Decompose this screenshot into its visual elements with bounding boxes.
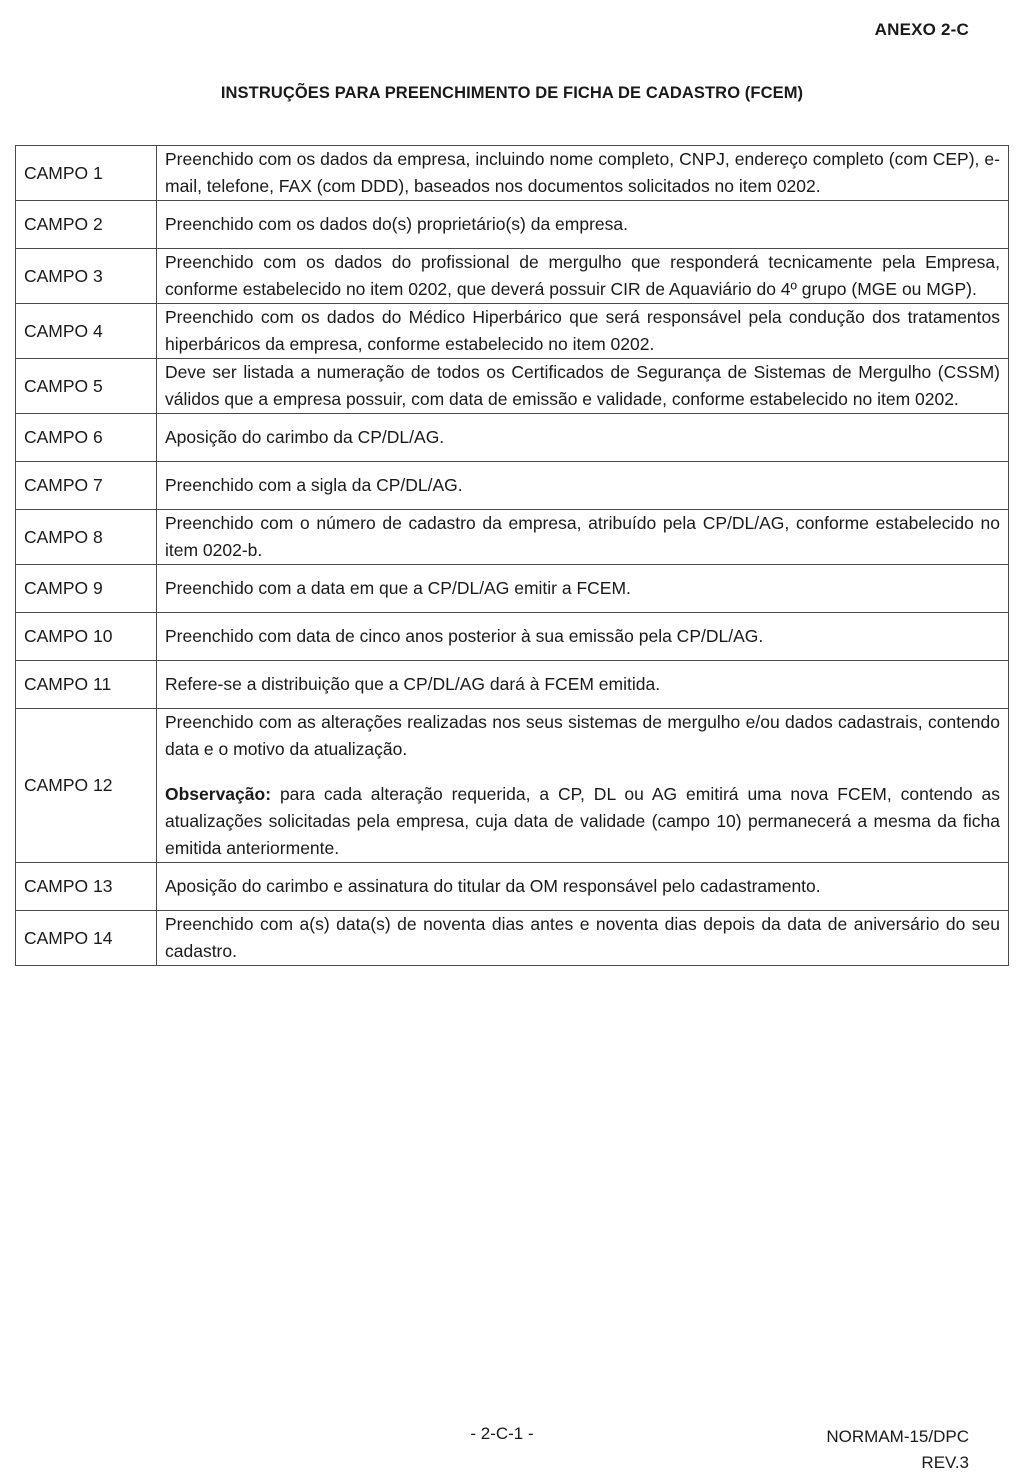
norm-code: NORMAM-15/DPC bbox=[826, 1427, 969, 1446]
table-row bbox=[16, 613, 1009, 661]
annex-label: ANEXO 2-C bbox=[874, 20, 969, 39]
field-description: Preenchido com a sigla da CP/DL/AG. bbox=[157, 462, 1009, 510]
field-label: CAMPO 9 bbox=[16, 565, 157, 613]
field-description: Preenchido com os dados do Médico Hiperbárico que será responsável pela condução dos tratamentos hiperbáricos da empresa, conforme estabelecido no item 0202. bbox=[157, 304, 1009, 359]
field-description: Aposição do carimbo e assinatura do titular da OM responsável pelo cadastramento. bbox=[157, 863, 1009, 911]
document-reference bbox=[826, 1424, 969, 1476]
field-label: CAMPO 12 bbox=[16, 709, 157, 863]
observation-note bbox=[165, 781, 1000, 862]
field-label: CAMPO 8 bbox=[16, 510, 157, 565]
field-label: CAMPO 10 bbox=[16, 613, 157, 661]
page-number: - 2-C-1 - bbox=[470, 1424, 534, 1443]
field-description: Refere-se a distribuição que a CP/DL/AG dará à FCEM emitida. bbox=[157, 661, 1009, 709]
field-description: Preenchido com o número de cadastro da empresa, atribuído pela CP/DL/AG, conforme estabelecido no item 0202-b. bbox=[157, 510, 1009, 565]
table-row bbox=[16, 359, 1009, 414]
table-row bbox=[16, 863, 1009, 911]
field-description: Aposição do carimbo da CP/DL/AG. bbox=[157, 414, 1009, 462]
observation-text: para cada alteração requerida, a CP, DL ou AG emitirá uma nova FCEM, contendo as atualizações solicitadas pela empresa, cuja data de validade (campo 10) permanecerá a mesma da ficha emitida anteriormente. bbox=[165, 784, 1000, 858]
table-row bbox=[16, 462, 1009, 510]
observation-label: Observação: bbox=[165, 784, 272, 804]
field-description: Preenchido com os dados do(s) proprietário(s) da empresa. bbox=[157, 201, 1009, 249]
table-row bbox=[16, 911, 1009, 966]
table-row bbox=[16, 201, 1009, 249]
field-description: Deve ser listada a numeração de todos os Certificados de Segurança de Sistemas de Mergulho (CSSM) válidos que a empresa possuir, com data de emissão e validade, conforme estabelecido no item 0202. bbox=[157, 359, 1009, 414]
table-row bbox=[16, 661, 1009, 709]
field-label: CAMPO 13 bbox=[16, 863, 157, 911]
revision-label: REV.3 bbox=[921, 1453, 969, 1472]
table-row bbox=[16, 146, 1009, 201]
field-label: CAMPO 6 bbox=[16, 414, 157, 462]
field-label: CAMPO 5 bbox=[16, 359, 157, 414]
table-row bbox=[16, 565, 1009, 613]
field-label: CAMPO 7 bbox=[16, 462, 157, 510]
field-label: CAMPO 4 bbox=[16, 304, 157, 359]
field-label: CAMPO 1 bbox=[16, 146, 157, 201]
instructions-table bbox=[15, 145, 1009, 966]
field-description: Preenchido com os dados da empresa, incluindo nome completo, CNPJ, endereço completo (com CEP), e-mail, telefone, FAX (com DDD), baseados nos documentos solicitados no item 0202. bbox=[157, 146, 1009, 201]
field-label: CAMPO 11 bbox=[16, 661, 157, 709]
table-row bbox=[16, 304, 1009, 359]
table-row bbox=[16, 510, 1009, 565]
table-row bbox=[16, 709, 1009, 863]
table-row bbox=[16, 414, 1009, 462]
field-label: CAMPO 3 bbox=[16, 249, 157, 304]
field-label: CAMPO 14 bbox=[16, 911, 157, 966]
table-row bbox=[16, 249, 1009, 304]
field-description-main: Preenchido com as alterações realizadas nos seus sistemas de mergulho e/ou dados cadastrais, contendo data e o motivo da atualização. bbox=[165, 712, 1000, 759]
field-description bbox=[157, 709, 1009, 863]
field-label: CAMPO 2 bbox=[16, 201, 157, 249]
field-description: Preenchido com data de cinco anos posterior à sua emissão pela CP/DL/AG. bbox=[157, 613, 1009, 661]
field-description: Preenchido com a data em que a CP/DL/AG emitir a FCEM. bbox=[157, 565, 1009, 613]
field-description: Preenchido com os dados do profissional de mergulho que responderá tecnicamente pela Empresa, conforme estabelecido no item 0202, que deverá possuir CIR de Aquaviário do 4º grupo (MGE ou MGP). bbox=[157, 249, 1009, 304]
page-title: INSTRUÇÕES PARA PREENCHIMENTO DE FICHA DE CADASTRO (FCEM) bbox=[220, 84, 804, 102]
field-description: Preenchido com a(s) data(s) de noventa dias antes e noventa dias depois da data de aniversário do seu cadastro. bbox=[157, 911, 1009, 966]
